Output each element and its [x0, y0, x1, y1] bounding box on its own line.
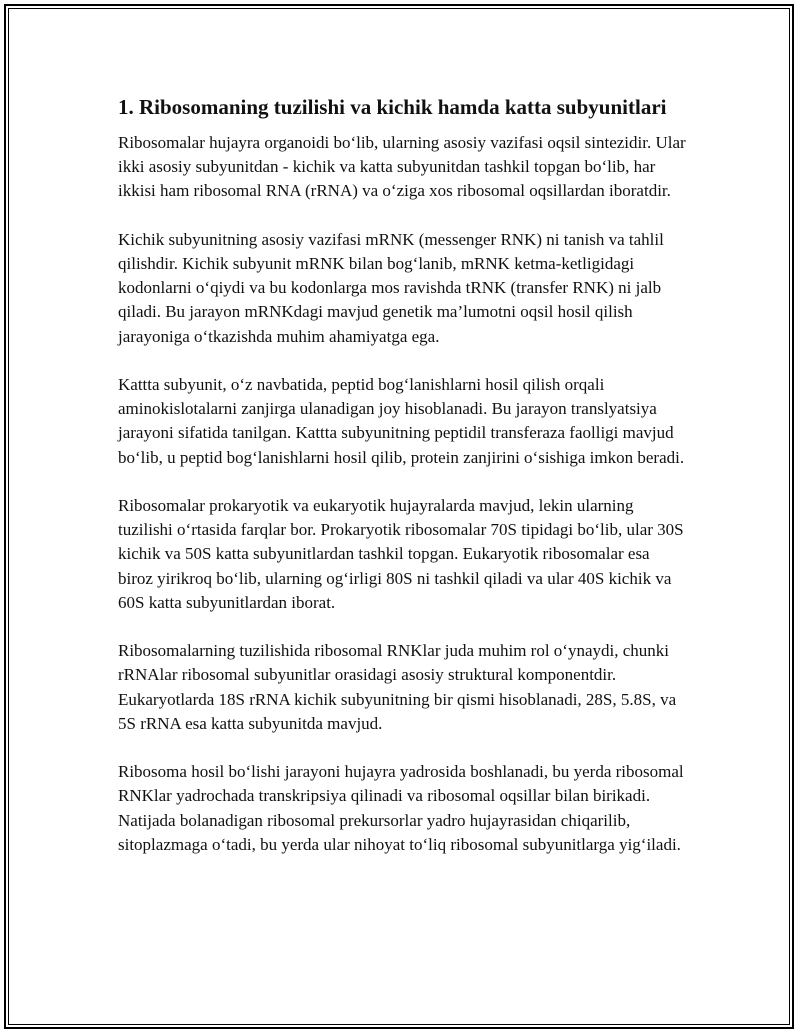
paragraph-ribosome-overview: Ribosomalar hujayra organoidi bo‘lib, ularning asosiy vazifasi oqsil sintezidir. Ular ikki asosiy subyunitdan - kichik va katta subyunitdan tashkil topgan bo‘lib, har ikkisi ham ribosomal RNA (rRNA) va o‘ziga xos ribosomal oqsillardan iboratdir.: [118, 133, 686, 201]
paragraph-small-subunit: Kichik subyunitning asosiy vazifasi mRNK (messenger RNK) ni tanish va tahlil qilishdir. Kichik subyunit mRNK bilan bog‘lanib, mRNK ketma-ketligidagi kodonlarni o‘qiydi va bu kodonlarga mos ravishda tRNK (transfer RNK) ni jalb qiladi. Bu jarayon mRNKdagi mavjud genetik ma’lumotni oqsil hosil qilish jarayoniga o‘tkazishda muhim ahamiyatga ega.: [118, 229, 664, 346]
section-heading: 1. Ribosomaning tuzilishi va kichik hamda katta subyunitlari: [118, 95, 667, 119]
paragraph-prokaryotic-eukaryotic: Ribosomalar prokaryotik va eukaryotik hujayralarda mavjud, lekin ularning tuzilishi o‘rtasida farqlar bor. Prokaryotik ribosomalar 70S tipidagi bo‘lib, ular 30S kichik va 50S katta subyunitlardan tashkil topgan. Eukaryotik ribosomalar esa biroz yirikroq bo‘lib, ularning og‘irligi 80S ni tashkil qiladi va ular 40S kichik va 60S katta subyunitlardan iborat.: [118, 496, 684, 612]
document-body: [118, 93, 688, 881]
paragraph-ribosome-biogenesis: Ribosoma hosil bo‘lishi jarayoni hujayra yadrosida boshlanadi, bu yerda ribosomal RNKlar yadrochada transkripsiya qilinadi va ribosomal oqsillar bilan birikadi. Natijada bolanadigan ribosomal prekursorlar yadro hujayrasidan chiqarilib, sitoplazmaga o‘tadi, bu yerda ular nihoyat to‘liq ribosomal subyunitlarga yig‘iladi.: [118, 762, 684, 854]
paragraph-large-subunit: Kattta subyunit, o‘z navbatida, peptid bog‘lanishlarni hosil qilish orqali aminokislotalarni zanjirga ulanadigan joy hisoblanadi. Bu jarayon translyatsiya jarayoni sifatida tanilgan. Kattta subyunitning peptidil transferaza faolligi mavjud bo‘lib, u peptid bog‘lanishlarni hosil qilib, protein zanjirini o‘sishiga imkon beradi.: [118, 375, 685, 467]
paragraph-ribosomal-rna: Ribosomalarning tuzilishida ribosomal RNKlar juda muhim rol o‘ynaydi, chunki rRNAlar ribosomal subyunitlar orasidagi asosiy struktural komponentdir. Eukaryotlarda 18S rRNA kichik subyunitning bir qismi hisoblanadi, 28S, 5.8S, va 5S rRNA esa katta subyunitda mavjud.: [118, 641, 677, 733]
